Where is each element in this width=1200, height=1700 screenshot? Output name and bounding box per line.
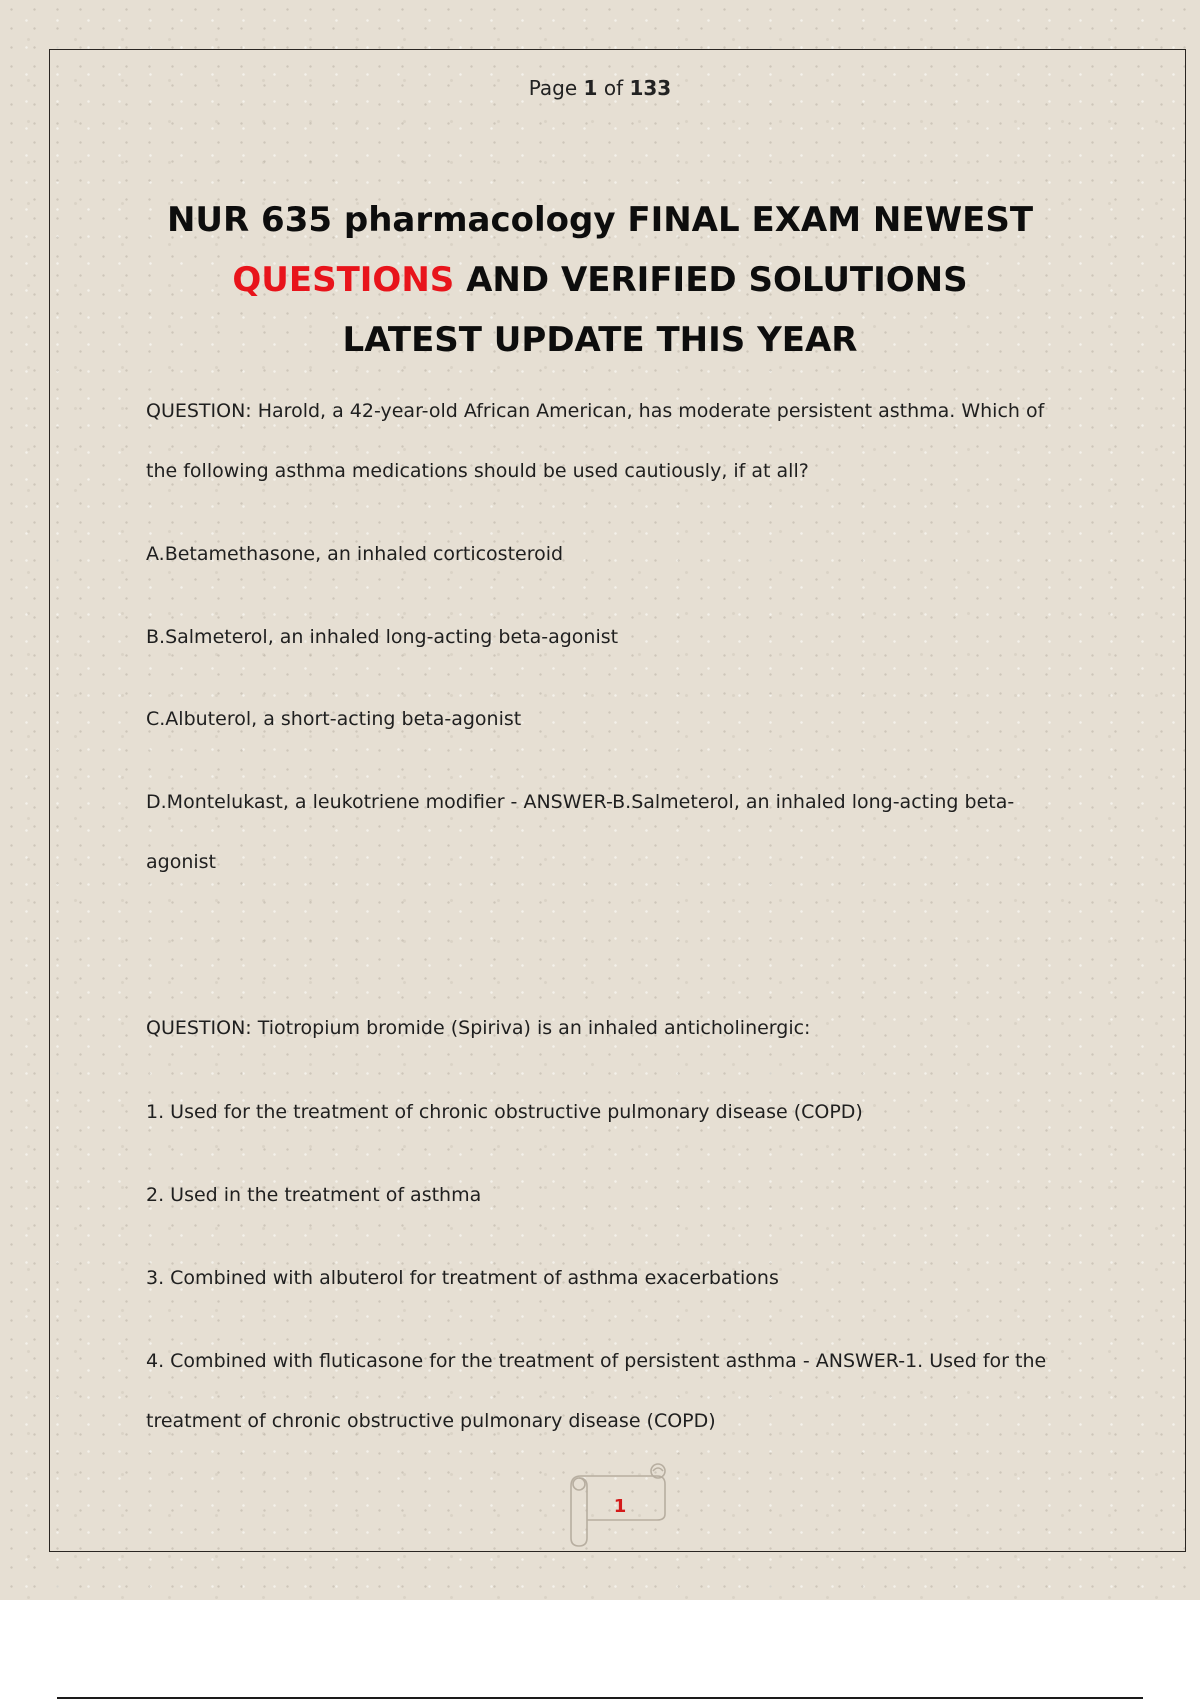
page-prefix: Page — [528, 76, 578, 100]
question-2-option-3: 3. Combined with albuterol for treatment of asthma exacerbations — [146, 1267, 779, 1289]
total-pages: 133 — [629, 76, 672, 100]
page-counter — [0, 76, 1200, 100]
title-line-3: LATEST UPDATE THIS YEAR — [342, 320, 858, 360]
question-1-option-d-line: D.Montelukast, a leukotriene modifier - ANSWER-B.Salmeterol, an inhaled long-acting beta- — [146, 791, 1015, 813]
document-title — [100, 190, 1100, 370]
question-2-option-4-line: 4. Combined with fluticasone for the treatment of persistent asthma - ANSWER-1. Used for the — [146, 1350, 1047, 1372]
footer-page-number: 1 — [613, 1496, 627, 1517]
question-1-option-a: A.Betamethasone, an inhaled corticosteroid — [146, 543, 564, 565]
title-highlight: QUESTIONS — [232, 260, 455, 300]
question-1-answer-continuation: agonist — [146, 851, 216, 873]
current-page: 1 — [583, 76, 598, 100]
question-1-stem — [146, 381, 1086, 501]
question-2-option-1: 1. Used for the treatment of chronic obstructive pulmonary disease (COPD) — [146, 1101, 863, 1123]
question-1-stem-line-1: QUESTION: Harold, a 42-year-old African American, has moderate persistent asthma. Which of — [146, 400, 1045, 422]
question-2-option-4-answer — [146, 1331, 1086, 1451]
title-line-1: NUR 635 pharmacology FINAL EXAM NEWEST — [166, 200, 1034, 240]
bottom-divider — [57, 1697, 1143, 1699]
question-2-option-2: 2. Used in the treatment of asthma — [146, 1184, 482, 1206]
page-of: of — [603, 76, 624, 100]
question-1-option-b: B.Salmeterol, an inhaled long-acting beta-agonist — [146, 626, 619, 648]
question-1-option-c: C.Albuterol, a short-acting beta-agonist — [146, 708, 522, 730]
question-1-stem-line-2: the following asthma medications should be used cautiously, if at all? — [146, 460, 809, 482]
title-line-2: AND VERIFIED SOLUTIONS — [454, 260, 968, 300]
question-1-option-d-answer — [146, 772, 1086, 892]
question-2-stem: QUESTION: Tiotropium bromide (Spiriva) is an inhaled anticholinergic: — [146, 1017, 811, 1039]
question-2-answer-continuation: treatment of chronic obstructive pulmonary disease (COPD) — [146, 1410, 716, 1432]
